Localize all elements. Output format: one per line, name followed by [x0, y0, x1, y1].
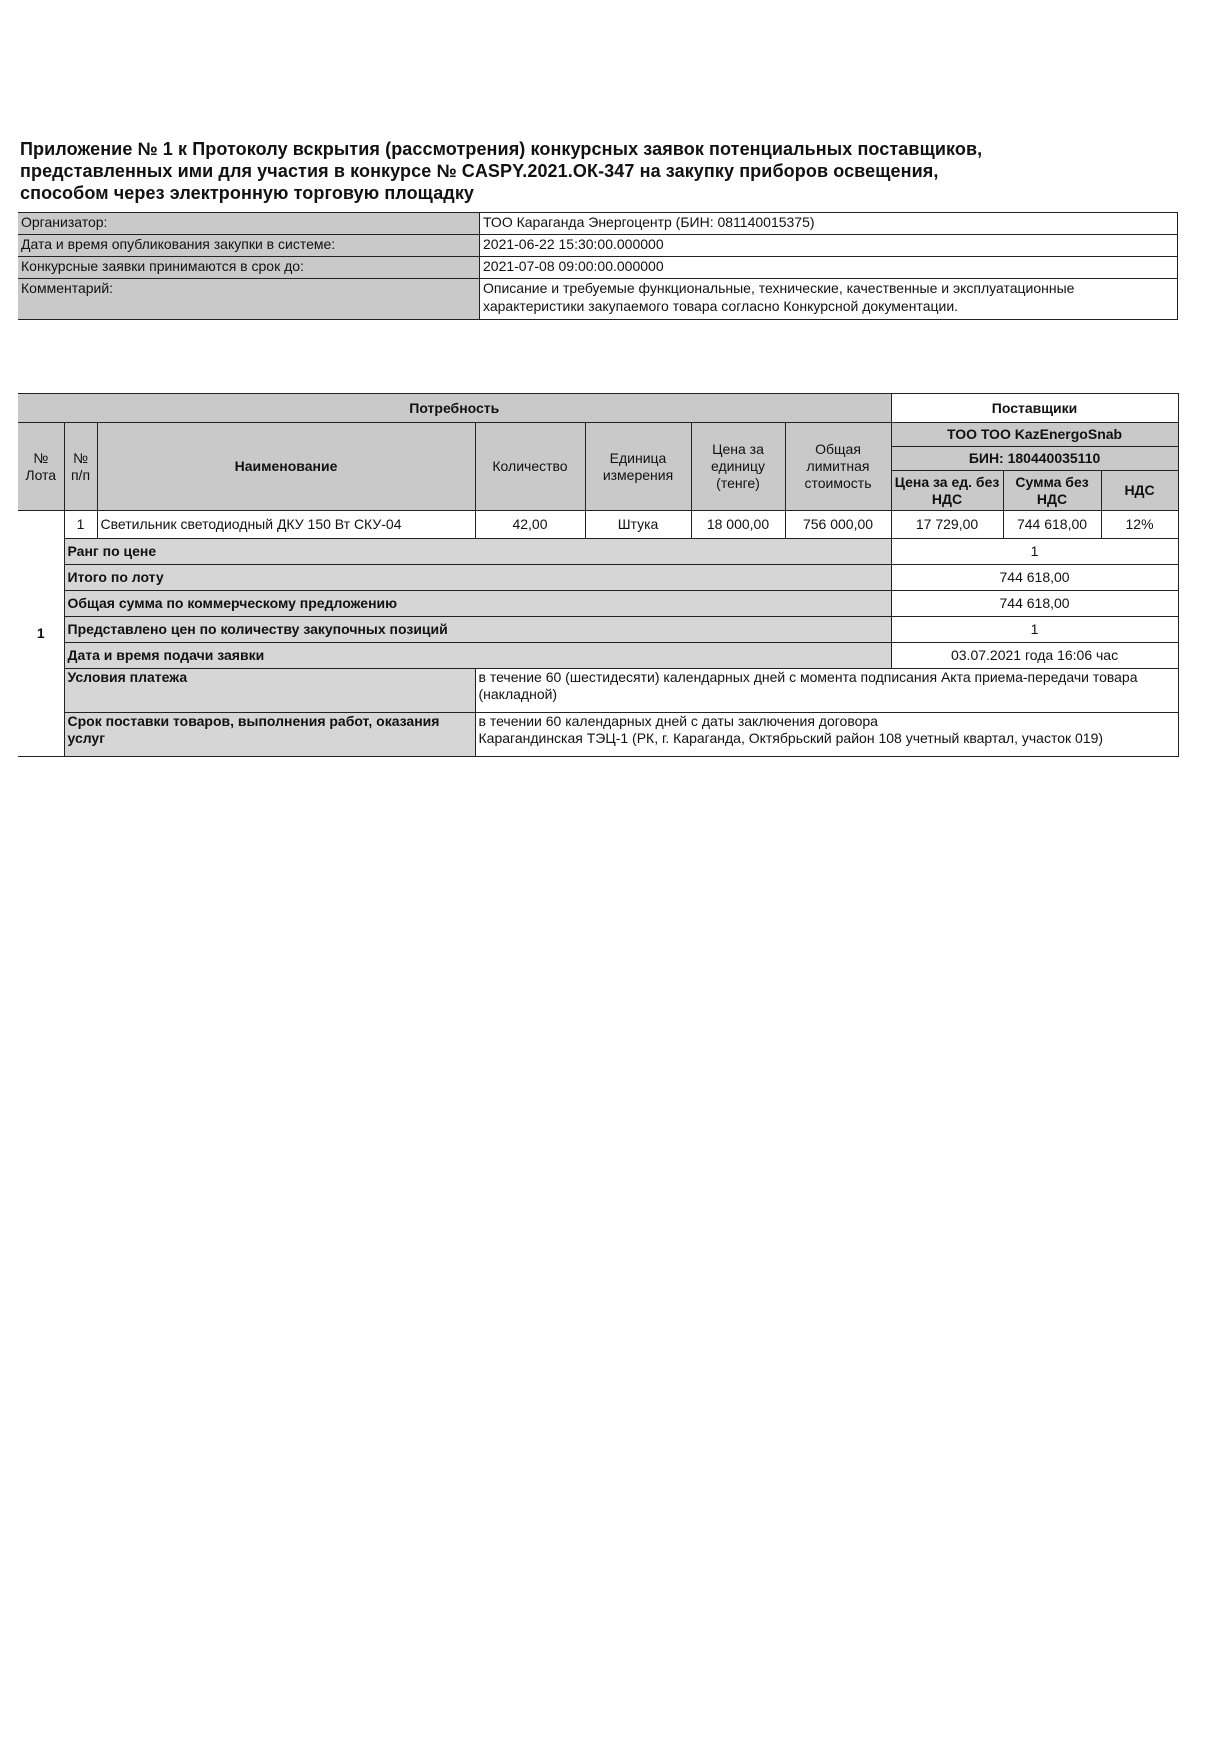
- offer-total-label: Общая сумма по коммерческому предложению: [64, 591, 891, 617]
- title-line-2: представленных ими для участия в конкурсе № CASPY.2021.ОК-347 на закупку приборов освещения,: [20, 161, 939, 181]
- published-label: Дата и время опубликования закупки в системе:: [18, 235, 480, 257]
- row-name: Светильник светодиодный ДКУ 150 Вт СКУ-04: [97, 511, 475, 539]
- deadline-label: Конкурсные заявки принимаются в срок до:: [18, 257, 480, 279]
- col-vat-header: НДС: [1101, 471, 1178, 511]
- col-sum-novat-header: Сумма без НДС: [1003, 471, 1101, 511]
- comment-value: Описание и требуемые функциональные, технические, качественные и эксплуатационные характеристики закупаемого товара согласно Конкурсной документации.: [480, 279, 1178, 320]
- rank-row: [18, 539, 1178, 565]
- col-pp-header: № п/п: [64, 423, 97, 511]
- offer-total-value: 744 618,00: [891, 591, 1178, 617]
- table-row: [18, 511, 1178, 539]
- positions-label: Представлено цен по количеству закупочных позиций: [64, 617, 891, 643]
- info-row-organizer: [18, 213, 1178, 235]
- lot-number: 1: [18, 511, 64, 757]
- col-unit-price-novat-header: Цена за ед. без НДС: [891, 471, 1003, 511]
- positions-value: 1: [891, 617, 1178, 643]
- delivery-row: [18, 713, 1178, 757]
- supplier-bin: БИН: 180440035110: [891, 447, 1178, 471]
- title-line-1: Приложение № 1 к Протоколу вскрытия (рассмотрения) конкурсных заявок потенциальных поставщиков,: [20, 139, 983, 159]
- suppliers-header: Поставщики: [891, 394, 1178, 423]
- document-title: [20, 138, 1120, 204]
- row-unit: Штука: [585, 511, 691, 539]
- delivery-label: Срок поставки товаров, выполнения работ, оказания услуг: [64, 713, 475, 757]
- delivery-value: [475, 713, 1178, 757]
- payment-label: Условия платежа: [64, 669, 475, 713]
- payment-value: в течение 60 (шестидесяти) календарных дней с момента подписания Акта приема-передачи товара (накладной): [475, 669, 1178, 713]
- delivery-value-line-2: Карагандинская ТЭЦ-1 (РК, г. Караганда, Октябрьский район 108 учетный квартал, участок 019): [478, 730, 1104, 746]
- offer-total-row: [18, 591, 1178, 617]
- payment-row: [18, 669, 1178, 713]
- row-qty: 42,00: [475, 511, 585, 539]
- row-total: 756 000,00: [785, 511, 891, 539]
- row-vat: 12%: [1101, 511, 1178, 539]
- submitted-label: Дата и время подачи заявки: [64, 643, 891, 669]
- info-row-comment: [18, 279, 1178, 320]
- procurement-info-table: [18, 212, 1178, 320]
- lot-total-value: 744 618,00: [891, 565, 1178, 591]
- organizer-label: Организатор:: [18, 213, 480, 235]
- row-sum-novat: 744 618,00: [1003, 511, 1101, 539]
- published-value: 2021-06-22 15:30:00.000000: [480, 235, 1178, 257]
- col-qty-header: Количество: [475, 423, 585, 511]
- col-lot-header: № Лота: [18, 423, 64, 511]
- row-pp: 1: [64, 511, 97, 539]
- submitted-value: 03.07.2021 года 16:06 час: [891, 643, 1178, 669]
- title-line-3: способом через электронную торговую площадку: [20, 183, 475, 203]
- rank-label: Ранг по цене: [64, 539, 891, 565]
- col-unit-header: Единица измерения: [585, 423, 691, 511]
- comment-label: Комментарий:: [18, 279, 480, 320]
- header-row-top: [18, 394, 1178, 423]
- header-row-supplier: [18, 423, 1178, 447]
- deadline-value: 2021-07-08 09:00:00.000000: [480, 257, 1178, 279]
- positions-row: [18, 617, 1178, 643]
- row-unit-price-novat: 17 729,00: [891, 511, 1003, 539]
- organizer-value: ТОО Караганда Энергоцентр (БИН: 081140015375): [480, 213, 1178, 235]
- row-price: 18 000,00: [691, 511, 785, 539]
- need-header: Потребность: [18, 394, 891, 423]
- bids-table: [18, 393, 1179, 757]
- info-row-deadline: [18, 257, 1178, 279]
- col-price-header: Цена за единицу (тенге): [691, 423, 785, 511]
- col-total-header: Общая лимитная стоимость: [785, 423, 891, 511]
- delivery-value-line-1: в течении 60 календарных дней с даты заключения договора: [478, 713, 878, 729]
- supplier-name: ТОО ТОО KazEnergoSnab: [891, 423, 1178, 447]
- lot-total-label: Итого по лоту: [64, 565, 891, 591]
- submitted-row: [18, 643, 1178, 669]
- info-row-published: [18, 235, 1178, 257]
- lot-total-row: [18, 565, 1178, 591]
- rank-value: 1: [891, 539, 1178, 565]
- col-name-header: Наименование: [97, 423, 475, 511]
